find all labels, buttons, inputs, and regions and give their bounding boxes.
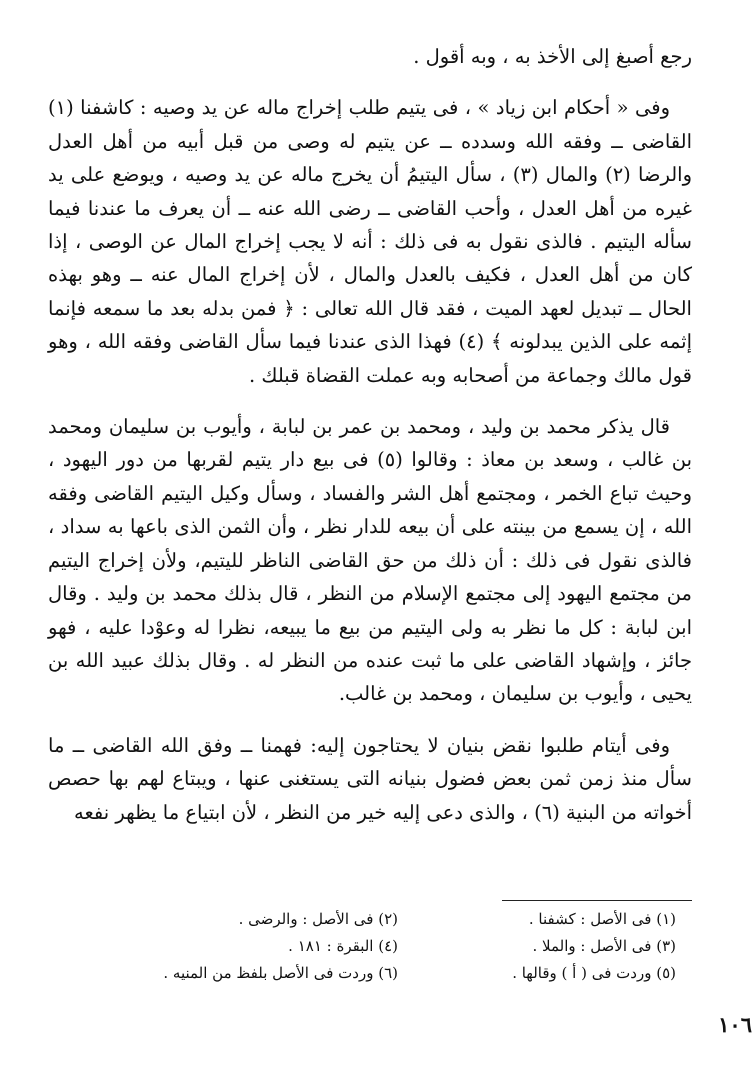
text-line: وفى « أحكام ابن زياد » ، فى يتيم طلب إخراج ماله عن يد وصيه :: [139, 96, 671, 120]
text-line: الوصى ، إذا كان من أهل العدل ، فكيف بالعدل والمال ، لأن إخراج المال عنه: [48, 230, 693, 287]
footnote: (٢) فى الأصل : والرضى .: [238, 910, 398, 928]
page-number: ١٠٦: [718, 1012, 752, 1037]
text-line: سأل منذ زمن ثمن بعض فضول بنيانه التى يستغنى عنها ، ويبتاع لهم بها حصص: [48, 767, 692, 791]
text-line: رجع أصبغ إلى الأخذ به ، وبه أقول .: [413, 45, 692, 68]
text-line: اليهود ، وحيث تباع الخمر ، ومجتمع أهل الشر والفساد ، وسأل وكيل اليتيم: [48, 448, 692, 505]
paragraph: [48, 729, 692, 829]
footnote: (٦) وردت فى الأصل بلفظ من المنيه .: [163, 964, 398, 982]
text-line: محمد بن وليد . وقال ابن لبابة : كل ما نظر به ولى اليتيم من بيع ما يبيعه، نظرا له: [48, 582, 692, 639]
text-line: قبلك .: [249, 363, 300, 387]
text-line: كاشفنا (١) القاضى ــ وفقه الله وسدده ــ عن يتيم له وصى من قبل أبيه من أهل: [48, 96, 692, 153]
text-line: ولأن إخراج اليتيم من مجتمع اليهود إلى مجتمع الإسلام من النظر ، قال بذلك: [48, 548, 692, 606]
text-line: العدل والرضا (٢) والمال (٣) ، سأل اليتيمُ أن يخرج ماله عن يد وصيه ، ويوضع: [48, 129, 693, 187]
text-line: ما سمعه فإنما إثمه على الذين يبدلونه ﴾ (٤) فهذا الذى عندنا فيما سأل: [48, 296, 692, 354]
text-line: وعوْدا عليه ، فهو جائز ، وإشهاد القاضى على ما ثبت عنده من النظر له . وقال: [48, 615, 692, 672]
text-line: باعها به سداد ، فالذى نقول فى ذلك : أن ذلك من حق القاضى الناظر لليتيم،: [48, 515, 693, 572]
footnote: (٤) البقرة : ١٨١ .: [288, 937, 398, 955]
footnote: (٣) فى الأصل : والملا .: [532, 937, 676, 955]
text-line: قال يذكر محمد بن وليد ، ومحمد بن عمر بن لبابة ، وأيوب بن سليمان: [108, 415, 670, 439]
paragraph: [48, 40, 692, 73]
footnote: (١) فى الأصل : كشفنا .: [528, 910, 676, 928]
footnotes: [150, 906, 676, 987]
text-line: عندنا فيما سأله اليتيم . فالذى نقول به فى ذلك : أنه لا يجب إخراج المال عن: [48, 196, 692, 254]
text-line: القاضى وفقه الله ، وهو قول مالك وجماعة من أصحابه وبه عملت القضاة: [48, 330, 692, 387]
text-line: ــ وهو بهذه الحال ــ تبديل لعهد الميت ، فقد قال الله تعالى : ﴿ فمن بدله بعد: [48, 263, 692, 320]
text-line: وفى أيتام طلبوا نقض بنيان لا يحتاجون إليه: فهمنا ــ وفق الله القاضى ــ ما: [48, 733, 670, 757]
text-line: بذلك عبيد الله بن يحيى ، وأيوب بن سليمان ، ومحمد بن غالب.: [48, 648, 692, 706]
footnote-divider: [502, 900, 692, 901]
main-text: [48, 40, 692, 829]
text-line: القاضى وفقه الله ، إن يسمع من بينته على أن بيعه للدار نظر ، وأن الثمن الذى: [48, 481, 692, 539]
text-line: ومحمد بن غالب ، وسعد بن معاذ : وقالوا (٥) فى بيع دار يتيم لقربها من دور: [48, 415, 692, 472]
text-line: أخواته من البنية (٦) ، والذى دعى إليه خير من النظر ، لأن ابتياع ما يظهر نفعه: [74, 800, 692, 824]
paragraph: [48, 91, 692, 392]
text-line: على يد غيره من أهل العدل ، وأحب القاضى ــ رضى الله عنه ــ أن يعرف ما: [48, 163, 693, 220]
paragraph: [48, 410, 692, 711]
footnote: (٥) وردت فى ( أ ) وقالها .: [512, 964, 676, 982]
